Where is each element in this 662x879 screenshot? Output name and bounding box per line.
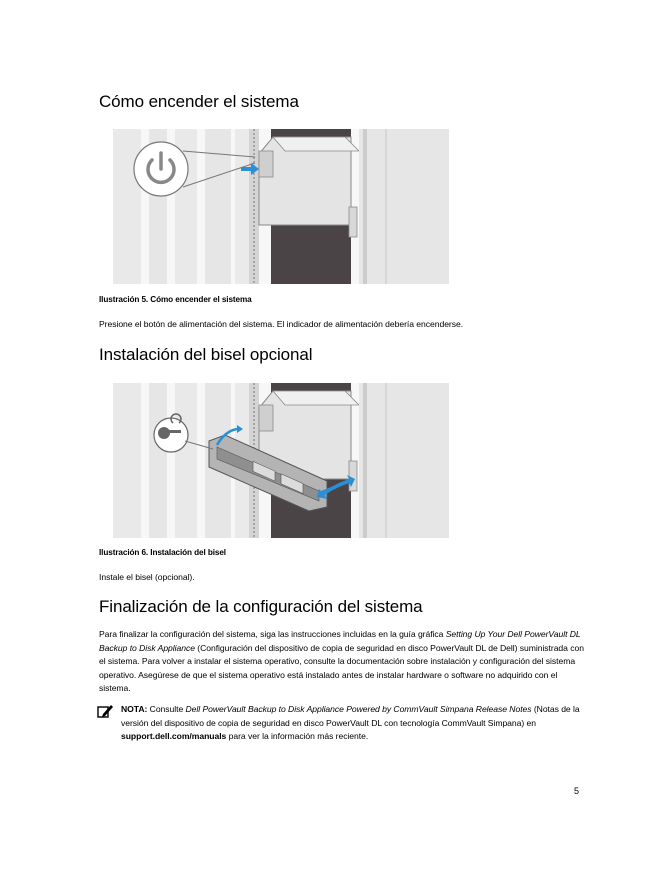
heading-bezel: Instalación del bisel opcional <box>99 345 313 364</box>
paragraph-finish <box>99 628 589 696</box>
note-icon <box>97 704 113 718</box>
text-run: (Configuración del dispositivo de copia de seguridad en disco PowerVault DL de Dell) suministrada con el sistema. Para volver a instalar el sistema operativo, consulte la documentación sobre instalación y configuración del sistema operativo. Asegúrese de que el sistema operativo está instalado antes de instalar hardware o software no adquirido con el sistema. <box>99 642 584 694</box>
page-number: 5 <box>574 786 580 796</box>
heading-power-on: Cómo encender el sistema <box>99 92 299 111</box>
guide-title: Setting Up Your Dell PowerVault DL Backup to Disk Appliance <box>99 629 581 653</box>
note-label: NOTA: <box>121 704 148 714</box>
figure-power-button <box>113 129 449 284</box>
text-run: (Notas de la versión del dispositivo de copia de seguridad en disco PowerVault DL con tecnología CommVault Simpana) en <box>121 704 580 728</box>
note <box>121 703 591 744</box>
figure-caption-bezel: Ilustración 6. Instalación del bisel <box>99 548 226 557</box>
text-run: para ver la información más reciente. <box>226 731 369 742</box>
heading-finish-setup: Finalización de la configuración del sistema <box>99 597 423 616</box>
paragraph-power: Presione el botón de alimentación del sistema. El indicador de alimentación debería encenderse. <box>99 319 464 329</box>
figure-bezel <box>113 383 449 538</box>
support-link[interactable]: support.dell.com/manuals <box>121 731 227 742</box>
paragraph-bezel: Instale el bisel (opcional). <box>99 572 195 582</box>
text-run: Para finalizar la configuración del sistema, siga las instrucciones incluidas en la guía gráfica <box>99 629 446 639</box>
release-notes-title: Dell PowerVault Backup to Disk Appliance Powered by CommVault Simpana Release Notes <box>185 704 532 714</box>
figure-caption-power: Ilustración 5. Cómo encender el sistema <box>99 295 252 304</box>
text-run: Consulte <box>147 704 186 714</box>
